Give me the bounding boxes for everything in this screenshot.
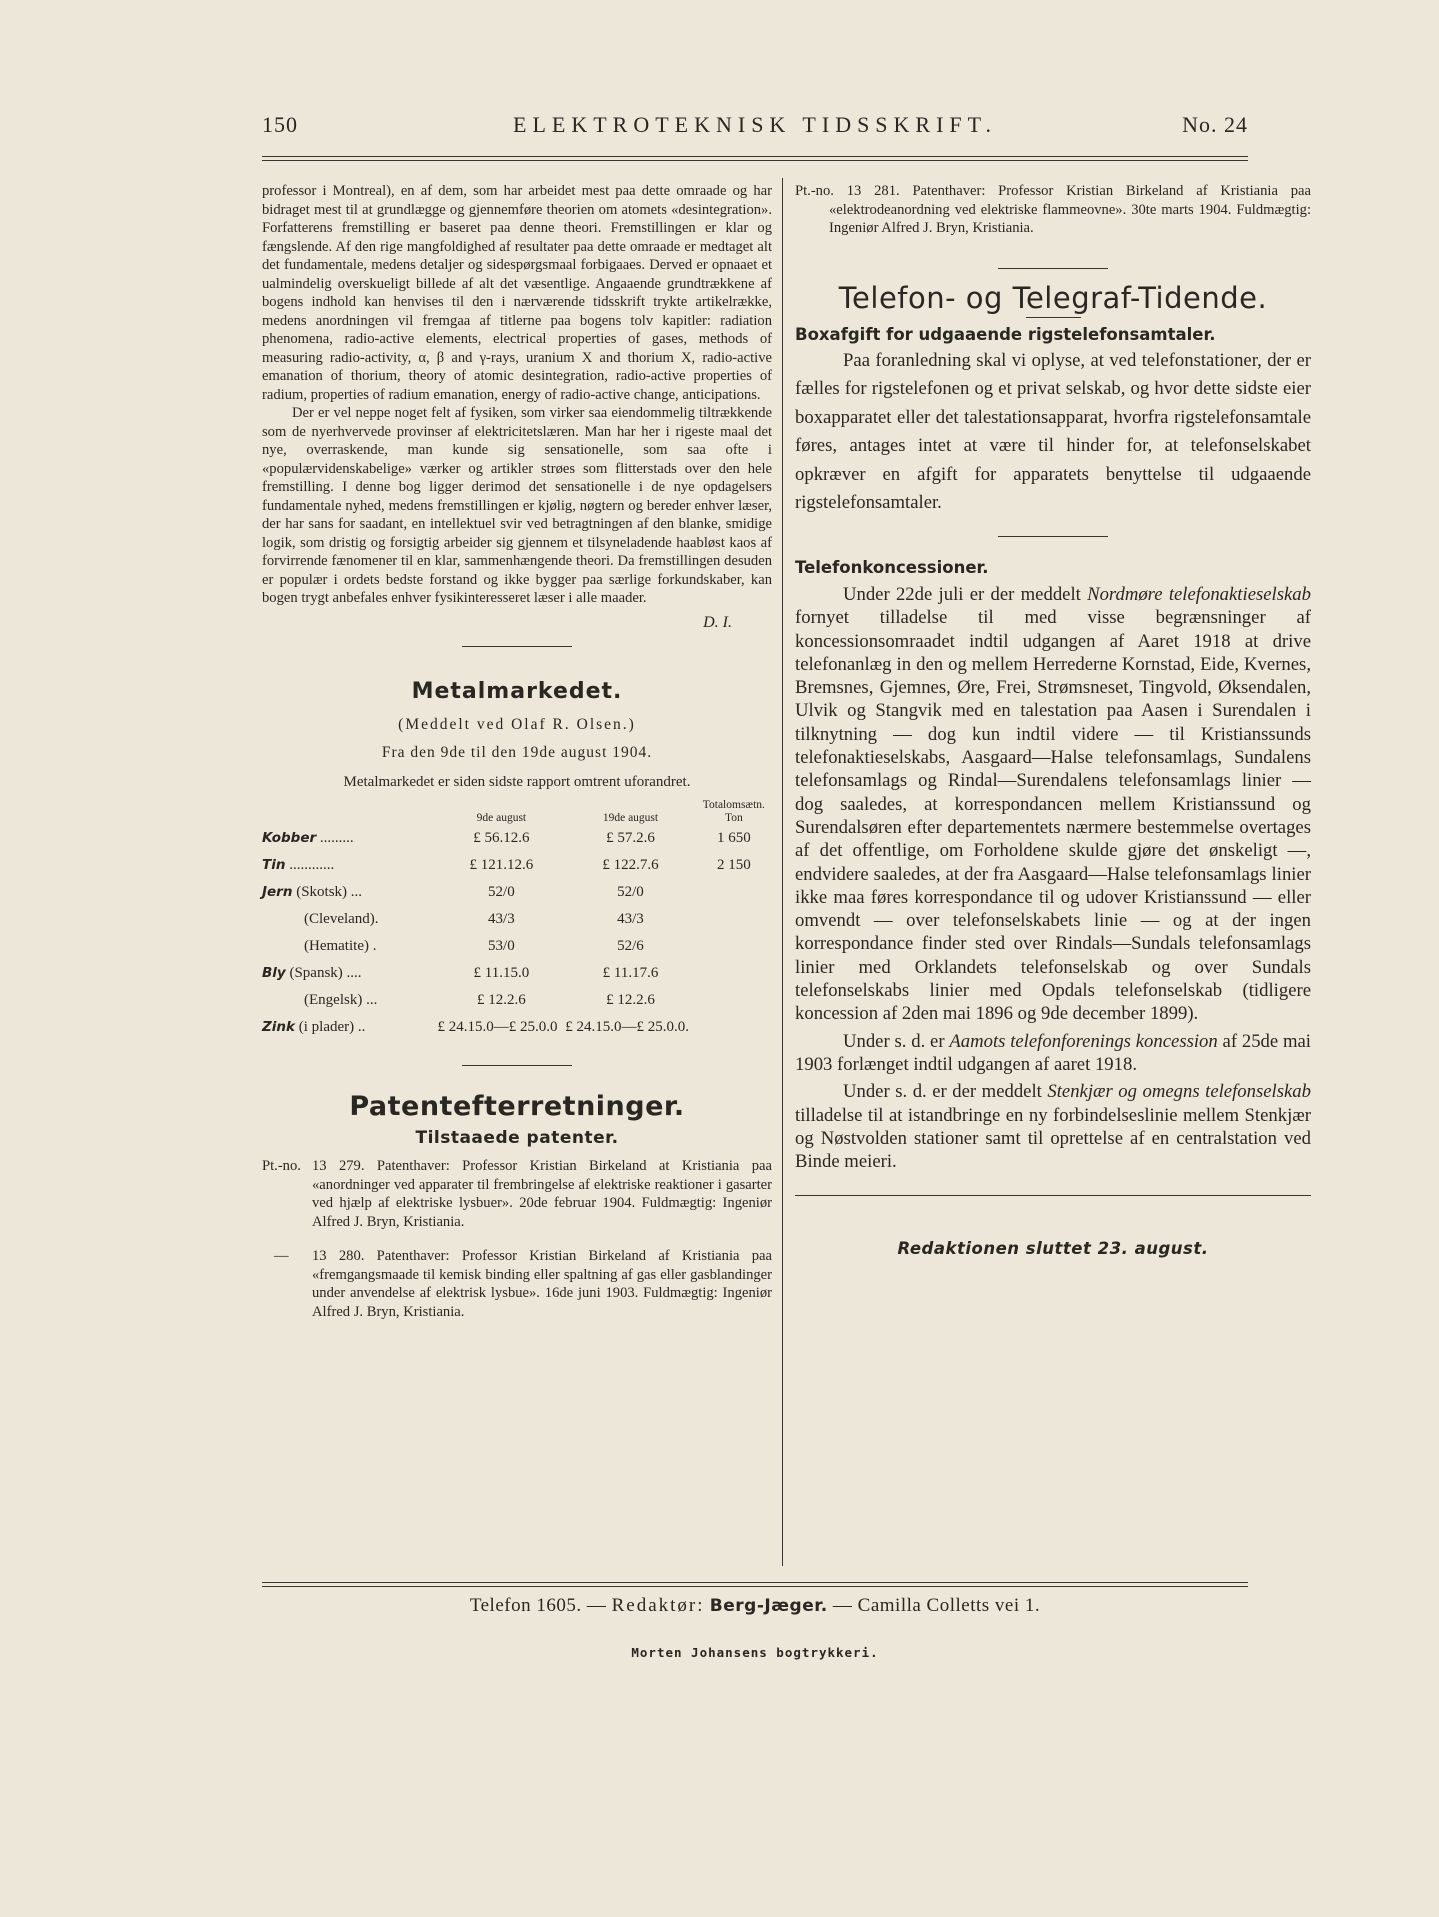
table-row — [262, 987, 772, 1014]
patent-13281: Pt.-no. 13 281. Patenthaver: Professor Kristian Birkeland af Kristiania paa «elektrodeanordning ved elektriske flammeovne». 30te marts 1904. Fuldmægtig: Ingeniør Alfred J. Bryn, Kristiania. — [795, 183, 1311, 236]
koncession-1-company: Nordmøre telefonaktieselskab — [1087, 584, 1311, 605]
price-19de: £ 57.2.6 — [606, 830, 655, 847]
footer-phone: Telefon 1605. — [469, 1595, 582, 1616]
column-divider — [782, 178, 783, 1566]
patent-subheading: Tilstaaede patenter. — [415, 1127, 619, 1148]
price-9de: 52/0 — [488, 884, 515, 901]
total-tons: 1 650 — [716, 830, 751, 847]
koncession-1-text-b: fornyet tilladelse til med visse begrænsninger af koncessionsomraadet indtil udgangen af Aaret 1918 at drive telefonanlæg in den og mellem Herrederne Kornstad, Eide, Kvernes, Bremsnes, Gjemnes, Øre, Frei, Strømsneset, Tingvold, Øksendalen, Ulvik og Stangvik med en talestation paa Aasen i Surendalen i tilknytning — dog kun indtil videre — til Kristianssunds telefonaktieselskabs, Aasgaard—Halse telefonsamlags, Sundalens telefonsamlags og Rindal—Surendalens telefonsamlags linier — dog saaledes, at korrespondancen mellem Kristianssund og Surendalsøren efter departementets nærmere bestemmelse overtages af det offentlige, om Forholdene skulde gjøre det ønskeligt —, endvidere saaledes, at der fra Aasgaard—Halse telefonsamlags linier ikke maa føres korrespondance til og udover Kristianssund — eller omvendt — over telefonselskabets linie — og at der ingen korrespondance finder sted over Rindals—Sundals telefonsamlags linier med Orklandets telefonselskab og over Sundals telefonselskabs linier med Opdals telefonselskab (tidligere koncession af 2den mai 1896 og 9de december 1899). — [795, 607, 1311, 1025]
section-divider — [795, 1195, 1311, 1196]
metal-label: (Skotsk) ... — [292, 884, 363, 901]
koncession-heading: Telefonkoncessioner. — [795, 557, 989, 577]
header-rule-top — [262, 156, 1248, 157]
price-19de: £ 11.17.6 — [602, 965, 659, 982]
metal-name: Zink — [262, 1019, 296, 1036]
price-19de: £ 12.2.6 — [606, 992, 655, 1009]
redaktion-note: Redaktionen sluttet 23. august. — [897, 1239, 1209, 1259]
footer-dash: — — [581, 1595, 612, 1616]
price-9de: £ 24.15.0—£ 25.0.0 — [437, 1019, 558, 1036]
total-tons: 2 150 — [716, 857, 751, 874]
price-9de: 43/3 — [488, 911, 515, 928]
section-divider — [998, 268, 1108, 269]
footer-editor-name: Berg-Jæger. — [709, 1596, 828, 1616]
table-row — [262, 852, 772, 879]
patent-entry — [262, 1157, 772, 1231]
issue-number: No. 24 — [1182, 112, 1248, 137]
metal-label: (Spansk) .... — [285, 965, 362, 982]
patent-entry — [262, 1247, 772, 1321]
publication-title: ELEKTROTEKNISK TIDSSKRIFT. — [513, 112, 997, 137]
metal-heading: Metalmarkedet. — [411, 679, 623, 704]
koncession-2-text-a: Under s. d. er — [843, 1030, 950, 1052]
metal-intro: Metalmarkedet er siden sidste rapport omtrent uforandret. — [343, 773, 691, 790]
page-header — [262, 112, 1248, 148]
price-19de: £ 122.7.6 — [602, 857, 659, 874]
price-9de: £ 121.12.6 — [469, 857, 534, 874]
price-19de: 52/6 — [617, 938, 644, 955]
total-tons — [696, 933, 772, 960]
metal-name: Kobber — [262, 830, 317, 847]
page-number: 150 — [262, 112, 298, 137]
metal-price-table — [262, 797, 772, 1041]
koncession-3-text-a: Under s. d. er der meddelt — [843, 1081, 1048, 1103]
metal-label: (i plader) .. — [295, 1019, 366, 1036]
total-tons — [696, 906, 772, 933]
metal-credit: (Meddelt ved Olaf R. Olsen.) — [398, 715, 636, 733]
koncession-para-2 — [795, 1030, 1311, 1077]
printer-credit: Morten Johansens bogtrykkeri. — [631, 1645, 879, 1660]
price-9de: £ 56.12.6 — [473, 830, 530, 847]
patent-heading: Patentefterretninger. — [349, 1091, 685, 1122]
col-header-9de: 9de august — [476, 812, 527, 824]
table-row — [262, 933, 772, 960]
patent-text: 13 280. Patenthaver: Professor Kristian Birkeland af Kristiania paa «fremgangsmaade til kemisk binding eller spaltning af gas eller gasblandinger under anvendelse af elektrisk lysbue». 16de juni 1903. Fuldmægtig: Ingeniør Alfred J. Bryn, Kristiania. — [312, 1248, 772, 1320]
col-header-total — [696, 797, 772, 825]
header-rule-bottom — [262, 160, 1248, 161]
telefon-heading: Telefon- og Telegraf-Tidende. — [838, 280, 1268, 315]
section-divider — [1026, 317, 1081, 318]
price-19de: £ 24.15.0—£ 25.0.0. — [565, 1019, 690, 1036]
koncession-2-company: Aamots telefonforenings koncession — [949, 1030, 1218, 1052]
right-column — [795, 182, 1311, 1259]
left-column — [262, 182, 772, 1321]
total-tons — [696, 960, 772, 987]
metal-label: (Hematite) . — [304, 938, 377, 955]
patent-prefix: Pt.-no. — [262, 1158, 301, 1174]
koncession-3-text-b: tilladelse til at istandbringe en ny forbindelseslinie mellem Stenkjær og Nøstvolden stationer samt til oprettelse af en centralstation ved Binde meieri. — [795, 1104, 1311, 1173]
table-row — [262, 1014, 772, 1041]
box-heading: Boxafgift for udgaaende rigstelefonsamtaler. — [795, 325, 1216, 344]
metal-label: (Engelsk) ... — [304, 992, 378, 1009]
table-header-row — [262, 797, 772, 825]
metal-name: Bly — [262, 965, 286, 982]
metal-label: ............ — [285, 857, 335, 874]
footer-rule-bottom — [262, 1586, 1248, 1587]
col-header-19de: 19de august — [602, 812, 659, 824]
koncession-3-company: Stenkjær og omegns telefonselskab — [1047, 1081, 1311, 1103]
review-paragraph-2: Der er vel neppe noget felt af fysiken, som virker saa eiendommelig tiltrækkende som de nyerhvervede provinser af elektricitetslæren. Man har her i rigeste maal det nye, overraskende, man kunde sig sensationelle, som saa ofte i «populærvidenskabelige» værker og artikler strøes som flitterstads over den hele fremstilling. I denne bog ligger derimod det sensationelle i de nye opdagelsers fundamentale nyhed, medens fremstillingen er kjølig, nøgtern og bereder enhver læser, der har sans for saadant, en intellektuel svir ved betragtningen af den blanke, smidige logik, som dristig og forsigtig arbeider sig gjennem et tilsyneladende haabløst kaos af forvirrende fænomener til en klar, sammenhængende theori. Da fremstillingen desuden er populær i ordets bedste forstand og ikke bygger paa særlige forkundskaber, kan bogen trygt anbefales enhver fysikinteresseret læser i alle maader. — [262, 405, 772, 606]
price-19de: 43/3 — [617, 911, 644, 928]
section-divider — [462, 646, 572, 647]
total-tons — [696, 879, 772, 906]
table-row — [262, 906, 772, 933]
patent-prefix: — — [274, 1248, 289, 1264]
section-divider — [462, 1065, 572, 1066]
section-divider — [998, 536, 1108, 537]
metal-name: Tin — [262, 857, 286, 874]
price-9de: £ 12.2.6 — [476, 992, 526, 1009]
footer-contact — [262, 1595, 1248, 1617]
metal-period: Fra den 9de til den 19de august 1904. — [381, 744, 653, 761]
koncession-para-1 — [795, 583, 1311, 1026]
price-19de: 52/0 — [617, 884, 644, 901]
koncession-1-text-a: Under 22de juli er der meddelt — [843, 584, 1088, 605]
table-row — [262, 825, 772, 852]
col-header-total-line1: Totalomsætn. — [702, 799, 765, 811]
review-paragraph-1: professor i Montreal), en af dem, som har arbeidet mest paa dette omraade og har bidraget mest til at grundlægge og gjennemføre theorien om atomets «desintegration». Forfatterens fremstilling er baseret paa denne theori. Fremstillingen er klar og fængslende. Af den rige mangfoldighed af resultater paa dette omraade er medtaget alt det fundamentale, medens detaljer og sidespørgsmaal forbigaaes. Derved er opnaaet et ualmindelig overskueligt billede af alt det væsentlige. Angaaende grundtrækkene af bogens indhold kan henvises til den i nærværende tidsskrift trykte artikelrække, medens anordningen vil fremgaa af titlerne paa bogens tolv kapitler: radiation phenomena, radio-active elements, electrical properties of gases, methods of measuring radio-activity, α, β and γ-rays, uranium X and thorium X, radio-active emanation of thorium, theory of atomic desintegration, radio-active properties of radium, properties of radium emanation, energy of radio-active change, anticipations. — [262, 183, 772, 403]
total-tons — [696, 987, 772, 1014]
footer-address: Camilla Colletts vei 1. — [857, 1595, 1041, 1616]
table-row — [262, 879, 772, 906]
footer-dash: — — [827, 1595, 858, 1616]
table-row — [262, 960, 772, 987]
col-header-total-line2: Ton — [724, 812, 743, 824]
koncession-2-text-b: af 25de mai 1903 forlænget indtil udgangen af aaret 1918. — [795, 1030, 1311, 1075]
price-9de: £ 11.15.0 — [473, 965, 530, 982]
metal-label: ......... — [316, 830, 354, 847]
footer-rule-top — [262, 1582, 1248, 1583]
koncession-para-3 — [795, 1080, 1311, 1173]
patent-text: 13 279. Patenthaver: Professor Kristian Birkeland at Kristiania paa «anordninger ved apparater til frembringelse af elektriske reaktioner i gasarter ved hjælp af elektriske lysbuer». 20de februar 1904. Fuldmægtig: Ingeniør Alfred J. Bryn, Kristiania. — [312, 1158, 772, 1230]
box-text: Paa foranledning skal vi oplyse, at ved telefonstationer, der er fælles for rigstelefonen og et privat selskab, og hvor dette sidste eier boxapparatet eller det talestationsapparat, hvorfra rigstelefonsamtale føres, antages intet at være til hinder for, at telefonselskabet opkræver en afgift for apparatets benyttelse til udgaaende rigstelefonsamtaler. — [795, 349, 1311, 513]
price-9de: 53/0 — [488, 938, 515, 955]
metal-label: (Cleveland). — [304, 911, 379, 928]
review-signature: D. I. — [703, 613, 732, 631]
metal-name: Jern — [262, 884, 293, 901]
footer-editor-label: Redaktør: — [611, 1595, 705, 1616]
